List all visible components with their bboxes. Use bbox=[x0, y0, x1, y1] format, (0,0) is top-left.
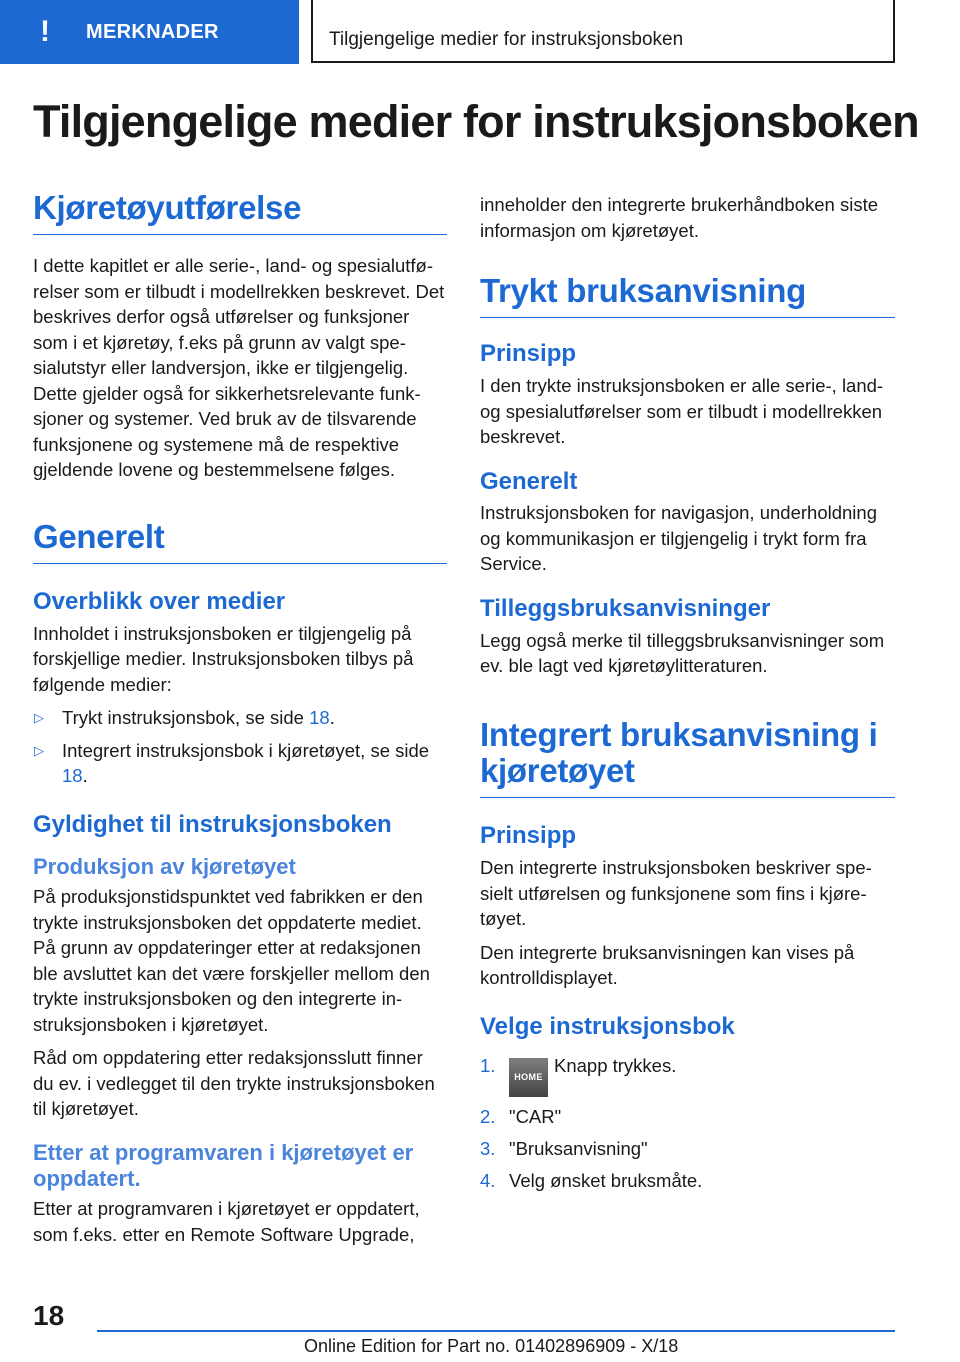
list-item: ▷ Integrert instruksjonsbok i kjøretøyet, se side 18. bbox=[34, 739, 430, 787]
home-button-icon: HOME bbox=[509, 1058, 548, 1097]
chapter-header: Tilgjengelige medier for instruksjonsboken bbox=[311, 0, 895, 63]
list-item: ▷ Trykt instruksjonsbok, se side 18. bbox=[33, 705, 447, 731]
heading-vehicle-version: Kjøretøyutførelse bbox=[33, 190, 447, 235]
right-column bbox=[480, 192, 895, 1200]
principle-text: I den trykte instruksjonsboken er alle serie-, land- og spesialutførelser som er tilbudt i modellrekken beskrevet. bbox=[480, 375, 884, 448]
section-label: MERKNADER bbox=[86, 20, 219, 43]
heading-validity: Gyldighet til instruksjonsboken bbox=[33, 810, 392, 838]
heading-general: Generelt bbox=[33, 519, 447, 564]
edition-footer: Online Edition for Part no. 01402896909 - X/18 bbox=[304, 1336, 679, 1356]
heading-principle: Prinsipp bbox=[480, 340, 577, 368]
display-text: Den integrerte bruksanvisningen kan vises på kontrolldisplayet. bbox=[480, 941, 855, 989]
section-tab bbox=[0, 0, 299, 64]
heading-after-update: Etter at programvaren i kjøretøyet er oppdatert. bbox=[33, 1139, 414, 1191]
exclamation-icon: ! bbox=[40, 15, 50, 48]
triangle-bullet-icon: ▷ bbox=[34, 710, 44, 726]
vehicle-version-text: I dette kapitlet er alle serie-, land- og spesialutførelser som er tilbudt i modellrekken beskrevet. Det beskrives derfor også utførelser og funksjoner som i et kjøretøy, f.eks på grunn av valgt spesialutstyr eller landversjon, ikke er tilgjengelig. Dette gjelder også for sikkerhetsrelevante funksjoner og systemer. Ved bruk av de tilsvarende funksjonene og systemene må de respektive gjeldende lovene og bestemmelsene følges. bbox=[33, 255, 445, 481]
advice-text: Råd om oppdatering etter redaksjonsslutt finner du ev. i vedlegget til den trykte instruksjonsboken til kjøretøyet. bbox=[33, 1047, 435, 1120]
supplements-text: Legg også merke til tilleggsbruksanvisninger som ev. ble lagt ved kjøretøylitteraturen. bbox=[480, 629, 885, 677]
media-list bbox=[33, 705, 447, 789]
general-text: Instruksjonsboken for navigasjon, underholdning og kommunikasjon er tilgjengelig i trykt form fra Service. bbox=[480, 502, 877, 575]
list-item: 1. HOMEKnapp trykkes. bbox=[480, 1053, 895, 1097]
heading-integrated-manual: Integrert bruksanvisning i kjøretøyet bbox=[480, 717, 895, 799]
page-number: 18 bbox=[33, 1300, 65, 1331]
heading-principle: Prinsipp bbox=[480, 822, 577, 850]
heading-production: Produksjon av kjøretøyet bbox=[33, 853, 296, 879]
continued-text: inneholder den integrerte brukerhåndboken siste informasjon om kjøretøyet. bbox=[480, 194, 879, 241]
principle-text: Den integrerte instruksjonsboken beskriver spesielt utførelsen og funksjonene som fins i kjøretøyet. bbox=[480, 857, 872, 930]
page-link[interactable]: 18 bbox=[309, 707, 330, 729]
heading-supplements: Tilleggsbruksanvisninger bbox=[480, 594, 771, 622]
page-link[interactable]: 18 bbox=[62, 765, 83, 787]
list-item: 3. "Bruksanvisning" bbox=[480, 1138, 648, 1160]
left-column bbox=[33, 190, 447, 1255]
production-text: På produksjonstidspunktet ved fabrikken er den trykte instruksjonsboken det oppdaterte mediet. På grunn av oppdateringer etter at redaksjonen ble avsluttet kan det være forskjeller mellom den trykte instruksjonsboken og den integrerte instruksjonsboken i kjøretøyet. bbox=[33, 886, 430, 1035]
media-overview-text: Innholdet i instruksjonsboken er tilgjengelig på forskjellige medier. Instruksjonsboken tilbys på følgende medier: bbox=[33, 622, 414, 695]
page-title: Tilgjengelige medier for instruksjonsboken bbox=[33, 96, 919, 147]
list-item: 4. Velg ønsket bruksmåte. bbox=[480, 1170, 703, 1192]
heading-media-overview: Overblikk over medier bbox=[33, 588, 286, 616]
heading-general: Generelt bbox=[480, 467, 578, 495]
steps-list bbox=[480, 1053, 895, 1193]
triangle-bullet-icon: ▷ bbox=[34, 742, 44, 758]
heading-select-manual: Velge instruksjonsbok bbox=[480, 1012, 735, 1040]
list-item: 2. "CAR" bbox=[480, 1106, 562, 1128]
heading-printed-manual: Trykt bruksanvisning bbox=[480, 273, 895, 318]
footer-divider bbox=[97, 1330, 895, 1332]
after-update-text: Etter at programvaren i kjøretøyet er oppdatert, som f.eks. etter en Remote Software Upgrade, bbox=[33, 1198, 420, 1245]
